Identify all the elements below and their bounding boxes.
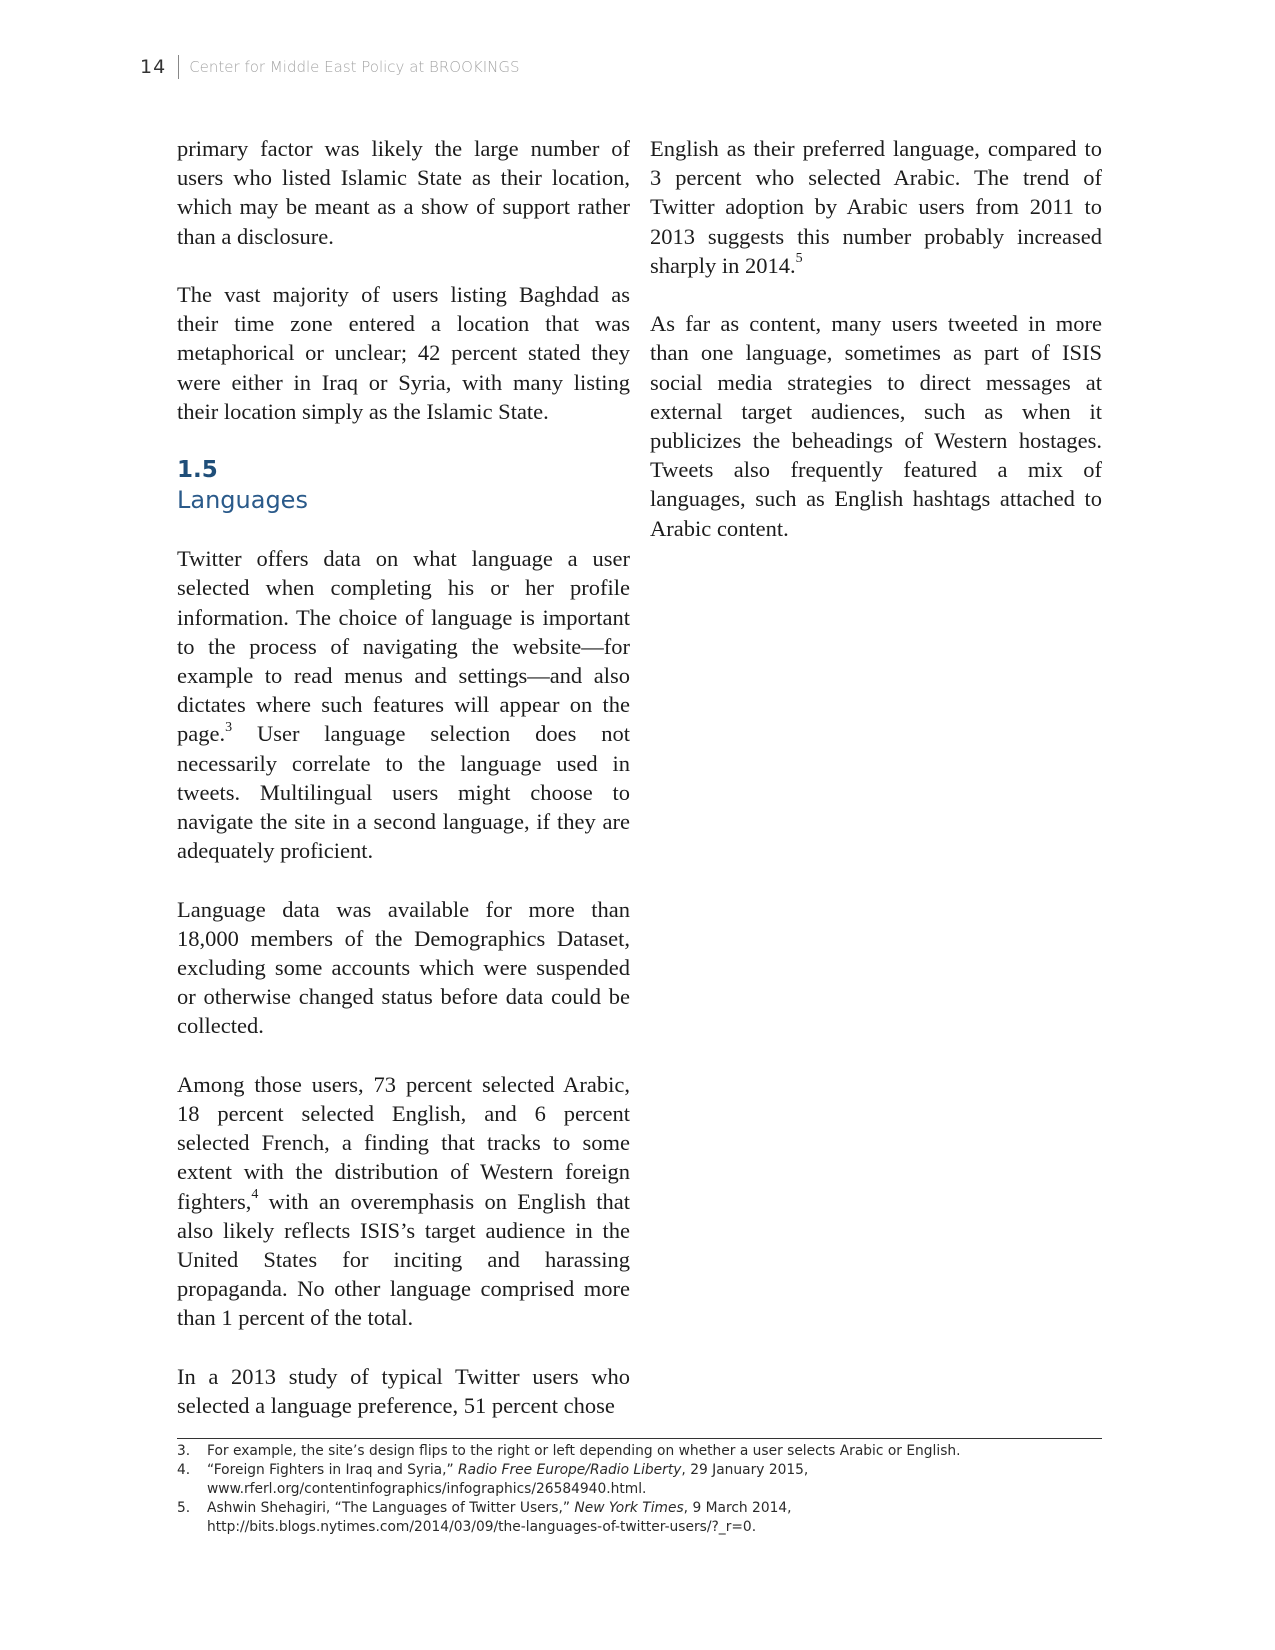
footnote-text — [207, 1461, 1102, 1499]
footnote-number: 5. — [177, 1500, 191, 1516]
paragraph-text: Among those users, 73 percent selected Arabic, 18 percent selected English, and 6 percent selected French, a finding that tracks to some extent with the distribution of Western foreign fighters, — [177, 1071, 630, 1214]
paragraph: In a 2013 study of typical Twitter users who selected a language preference, 51 percent chose — [177, 1363, 630, 1419]
publication-name: New York Times — [574, 1500, 684, 1516]
right-column — [650, 134, 1102, 572]
footnote-link[interactable]: , 29 January 2015, www.rferl.org/contentinfographics/infographics/26584940.html. — [207, 1462, 809, 1497]
footnote — [177, 1461, 1102, 1499]
footnote-ref[interactable]: 4 — [251, 1187, 259, 1203]
footnote-text: For example, the site’s design flips to the right or left depending on whether a user selects Arabic or English. — [207, 1443, 961, 1459]
footnote-link[interactable]: , 9 March 2014, http://bits.blogs.nytimes.com/2014/03/09/the-languages-of-twitter-users/?_r=0. — [207, 1500, 792, 1535]
paragraph: primary factor was likely the large number of users who listed Islamic State as their location, which may be meant as a show of support rather than a disclosure. — [177, 136, 630, 249]
paragraph: Language data was available for more than 18,000 members of the Demographics Dataset, excluding some accounts which were suspended or otherwise changed status before data could be collected. — [177, 896, 630, 1039]
paragraph: The vast majority of users listing Baghdad as their time zone entered a location that was metaphorical or unclear; 42 percent stated they were either in Iraq or Syria, with many listing their location simply as the Islamic State. — [177, 282, 630, 424]
paragraph-text: with an overemphasis on English that also likely reflects ISIS’s target audience in the United States for inciting and harassing propaganda. No other language comprised more than 1 percent of the total. — [177, 1188, 630, 1331]
footnotes — [177, 1442, 1102, 1537]
footnote-text-part: “Foreign Fighters in Iraq and Syria,” — [207, 1462, 459, 1478]
paragraph-text: User language selection does not necessarily correlate to the language used in tweets. Multilingual users might choose to navigate the site in a second language, if they are adequately proficient. — [177, 721, 630, 864]
section-title: Languages — [177, 486, 308, 515]
footnote-divider — [177, 1438, 1102, 1439]
left-column — [177, 134, 630, 1449]
footnote-text — [207, 1499, 1102, 1537]
footnote — [177, 1442, 1102, 1461]
paragraph: As far as content, many users tweeted in more than one language, sometimes as part of ISIS social media strategies to direct messages at external target audiences, such as when it publicizes the beheadings of Western hostages. Tweets also frequently featured a mix of languages, such as English hashtags attached to Arabic content. — [650, 311, 1102, 541]
paragraph — [177, 544, 630, 865]
page-number: 14 — [140, 56, 167, 78]
footnote-ref[interactable]: 5 — [795, 251, 803, 267]
section-number: 1.5 — [177, 457, 218, 484]
paragraph-text: Twitter offers data on what language a user selected when completing his or her profile information. The choice of language is important to the process of navigating the website—for example to read menus and settings—and also dictates where such features will appear on the page. — [177, 546, 630, 747]
footnote — [177, 1499, 1102, 1537]
footnote-number: 3. — [177, 1443, 191, 1459]
header-divider — [178, 55, 179, 79]
running-header-title: Center for Middle East Policy at BROOKINGS — [189, 58, 520, 76]
footnote-number: 4. — [177, 1462, 191, 1478]
footnote-text-part: Ashwin Shehagiri, “The Languages of Twitter Users,” — [207, 1500, 575, 1516]
section-heading — [177, 455, 630, 515]
paragraph-text: English as their preferred language, compared to 3 percent who selected Arabic. The trend of Twitter adoption by Arabic users from 2011 to 2013 suggests this number probably increased sharply in 2014. — [650, 136, 1102, 278]
page-header — [140, 52, 520, 82]
footnote-ref[interactable]: 3 — [225, 719, 233, 735]
paragraph — [650, 134, 1102, 280]
publication-name: Radio Free Europe/Radio Liberty — [458, 1462, 682, 1478]
paragraph — [177, 1070, 630, 1333]
